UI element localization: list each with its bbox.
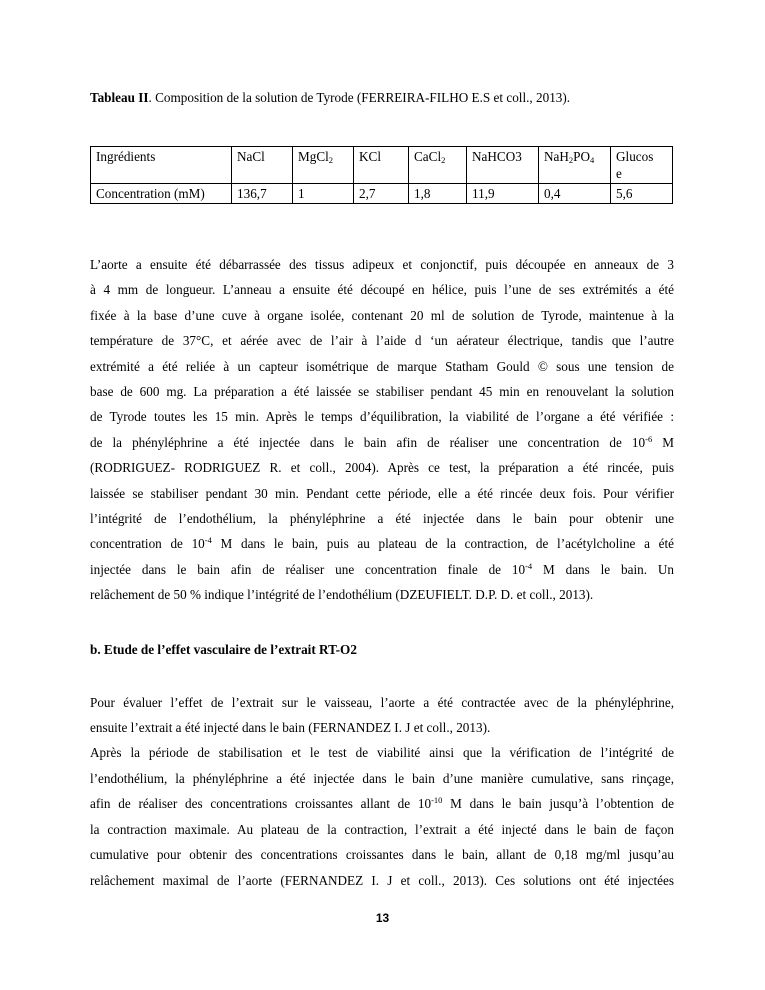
header-cell-kcl: KCl bbox=[354, 147, 409, 184]
cell-concentration-label: Concentration (mM) bbox=[91, 184, 232, 204]
text-line: l’endothélium, la phényléphrine a été injectée dans le bain d’une manière cumulative, sans rinçage, bbox=[90, 770, 674, 786]
section-heading: b. Etude de l’effet vasculaire de l’extrait RT-O2 bbox=[90, 642, 357, 657]
text-line: l’intégrité de l’endothélium, la phényléphrine a été injectée dans le bain pour obtenir une bbox=[90, 511, 674, 527]
table-row bbox=[91, 184, 673, 204]
cell-nahco3-value: 11,9 bbox=[467, 184, 539, 204]
table-caption-label: Tableau II bbox=[90, 90, 149, 105]
text-line: la contraction maximale. Au plateau de la contraction, l’extrait a été injecté dans le bain de façon bbox=[90, 821, 674, 837]
text-line: fixée à la base d’une cuve à organe isolée, contenant 20 ml de solution de Tyrode, maintenue à la bbox=[90, 307, 674, 323]
header-cell-glucose: Glucos e bbox=[611, 147, 673, 184]
paragraph-aorta-preparation bbox=[90, 252, 674, 608]
text-line: extrémité a été reliée à un capteur isométrique de marque Statham Gould © sous une tension de bbox=[90, 358, 674, 374]
page-number: 13 bbox=[375, 911, 390, 925]
text-line: ensuite l’extrait a été injecté dans le bain (FERNANDEZ I. J et coll., 2013). bbox=[90, 720, 491, 735]
header-cell-nahco3: NaHCO3 bbox=[467, 147, 539, 184]
cell-mgcl2-value: 1 bbox=[293, 184, 354, 204]
text-line: relâchement de 50 % indique l’intégrité de l’endothélium (DZEUFIELT. D.P. D. et coll., 2013). bbox=[90, 587, 594, 603]
header-cell-mgcl2: MgCl$_2$ bbox=[293, 147, 354, 184]
cell-nacl-value: 136,7 bbox=[232, 184, 293, 204]
text-line: L’aorte a ensuite été débarrassée des tissus adipeux et conjonctif, puis découpée en anneaux de 3 bbox=[90, 257, 674, 272]
cell-kcl-value: 2,7 bbox=[354, 184, 409, 204]
cell-glucose-value: 5,6 bbox=[611, 184, 673, 204]
header-cell-nacl: NaCl bbox=[232, 147, 293, 184]
paragraph-extract-effect bbox=[90, 690, 674, 740]
text-line: concentration de $10^{-4}$ M dans le bain, puis au plateau de la contraction, de l’acétylcholine a été bbox=[90, 535, 674, 552]
header-cell-nah2po4: $NaH_2PO_4$ bbox=[539, 147, 611, 184]
header-cell-ingredients: Ingrédients bbox=[91, 147, 232, 184]
text-line: injectée dans le bain afin de réaliser une concentration finale de $10^{-4}$ M dans le bain. Un bbox=[90, 560, 674, 577]
text-line: Après la période de stabilisation et le test de viabilité ainsi que la vérification de l’intégrité de bbox=[90, 745, 674, 760]
text-line: température de 37°C, et aérée avec de l’air à l’aide d ‘un aérateur électrique, tandis que l’autre bbox=[90, 333, 674, 349]
table-header-row bbox=[91, 147, 673, 184]
cell-nah2po4-value: 0,4 bbox=[539, 184, 611, 204]
header-cell-cacl2: CaCl$_2$ bbox=[409, 147, 467, 184]
table-caption bbox=[90, 89, 680, 107]
text-line: laissée se stabiliser pendant 30 min. Pendant cette période, elle a été rincée deux fois. Pour vérifier bbox=[90, 485, 674, 501]
text-line: de Tyrode toutes les 15 min. Après le temps d’équilibration, la viabilité de l’organe a été vérifiée : bbox=[90, 409, 674, 425]
text-line: de la phényléphrine a été injectée dans le bain afin de réaliser une concentration de $10^{-6}$ M bbox=[90, 433, 674, 450]
text-line: cumulative pour obtenir des concentrations croissantes dans le bain, allant de 0,18 mg/ml jusqu’au bbox=[90, 847, 674, 863]
text-line: relâchement maximal de l’aorte (FERNANDEZ I. J et coll., 2013). Ces solutions ont été injectées bbox=[90, 872, 674, 888]
cell-cacl2-value: 1,8 bbox=[409, 184, 467, 204]
text-line: à 4 mm de longueur. L’anneau a ensuite été découpé en hélice, puis l’une de ses extrémités a été bbox=[90, 282, 674, 298]
text-line: afin de réaliser des concentrations croissantes allant de $10^{-10}$ M dans le bain jusqu’à l’obtention de bbox=[90, 795, 674, 812]
text-line: base de 600 mg. La préparation a été laissée se stabiliser pendant 45 min en renouvelant la solution bbox=[90, 384, 674, 400]
tyrode-composition-table bbox=[90, 146, 673, 204]
text-line: (RODRIGUEZ- RODRIGUEZ R. et coll., 2004). Après ce test, la préparation a été rincée, puis bbox=[90, 460, 674, 476]
text-line: Pour évaluer l’effet de l’extrait sur le vaisseau, l’aorte a été contractée avec de la phényléphrine, bbox=[90, 695, 674, 710]
table-caption-text: . Composition de la solution de Tyrode (FERREIRA-FILHO E.S et coll., 2013). bbox=[148, 90, 571, 105]
paragraph-cumulative-protocol bbox=[90, 740, 674, 894]
